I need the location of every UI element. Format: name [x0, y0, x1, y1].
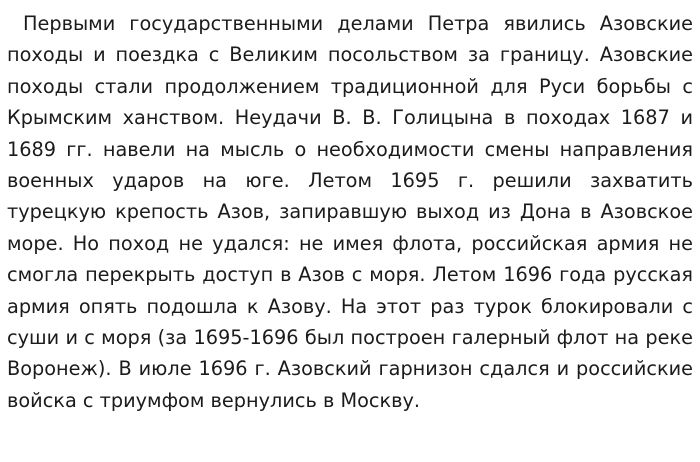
document-page: [7, 8, 693, 416]
body-paragraph: Первыми государственными делами Петра явились Азовские походы и поездка с Великим посольством за границу. Азовские походы стали продолжением традиционной для Руси борьбы с Крымским ханством. Неудачи В. В. Голицына в походах 1687 и 1689 гг. навели на мысль о необходимости смены направления военных ударов на юге. Летом 1695 г. решили захватить турецкую крепость Азов, запиравшую выход из Дона в Азовское море. Но поход не удался: не имея флота, российская армия не смогла перекрыть доступ в Азов с моря. Летом 1696 года русская армия опять подошла к Азову. На этот раз турок блокировали с суши и с моря (за 1695-1696 был построен галерный флот на реке Воронеж). В июле 1696 г. Азовский гарнизон сдался и российские войска с триумфом вернулись в Москву.: [7, 12, 693, 412]
